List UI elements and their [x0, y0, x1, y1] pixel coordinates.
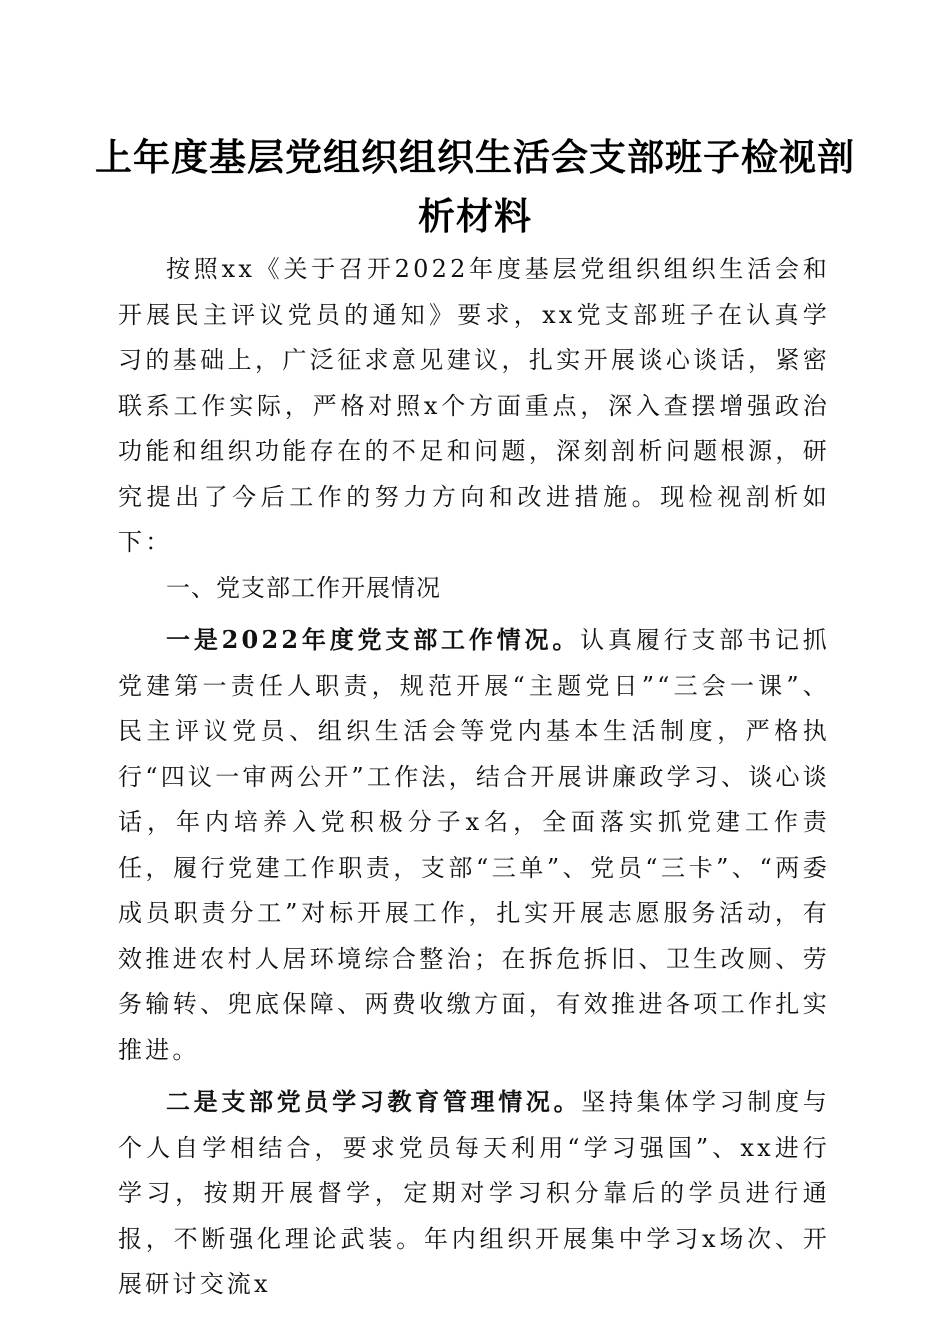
- paragraph-member-education: [118, 1079, 830, 1308]
- intro-paragraph: 按照xx《关于召开2022年度基层党组织组织生活会和开展民主评议党员的通知》要求，xx党支部班子在认真学习的基础上，广泛征求意见建议，扎实开展谈心谈话，紧密联系工作实际，严格对照x个方面重点，深入查摆增强政治功能和组织功能存在的不足和问题，深刻剖析问题根源，研究提出了今后工作的努力方向和改进措施。现检视剖析如下：: [118, 255, 830, 556]
- section-heading: 一、党支部工作开展情况: [166, 573, 441, 602]
- paragraph-lead: 二是支部党员学习教育管理情况。: [166, 1087, 582, 1116]
- paragraph-body: 坚持集体学习制度与个人自学相结合，要求党员每天利用“学习强国”、xx进行学习，按期开展督学，定期对学习积分靠后的学员进行通报，不断强化理论武装。年内组织开展集中学习x场次、开展研讨交流x: [118, 1088, 830, 1298]
- document-body: [118, 247, 830, 1308]
- document-title: 上年度基层党组织组织生活会支部班子检视剖析材料: [95, 135, 855, 238]
- paragraph-party-work: [118, 617, 830, 1073]
- paragraph-lead: 一是2022年度党支部工作情况。: [166, 625, 581, 654]
- paragraph-body: 认真履行支部书记抓党建第一责任人职责，规范开展“主题党日”“三会一课”、民主评议党员、组织生活会等党内基本生活制度，严格执行“四议一审两公开”工作法，结合开展讲廉政学习、谈心谈话，年内培养入党积极分子x名，全面落实抓党建工作责任，履行党建工作职责，支部“三单”、党员“三卡”、“两委成员职责分工”对标开展工作，扎实开展志愿服务活动，有效推进农村人居环境综合整治；在拆危拆旧、卫生改厕、劳务输转、兜底保障、两费收缴方面，有效推进各项工作扎实推进。: [118, 626, 830, 1064]
